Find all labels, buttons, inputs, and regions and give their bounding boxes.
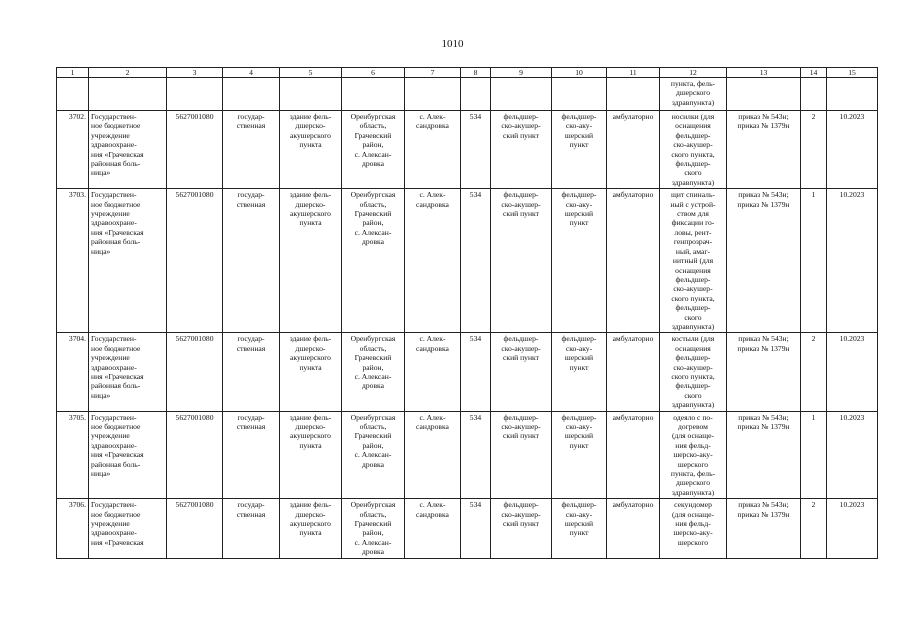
equipment-cell: пункта, фель- дшерского здравпункта) — [660, 78, 727, 111]
column-header: 15 — [827, 68, 878, 78]
order-cell: приказ № 543н; приказ № 1379н — [727, 499, 801, 558]
ownership-cell: государ- ственная — [223, 411, 280, 499]
ogrn-code-cell: 5627001080 — [167, 499, 223, 558]
column-header: 7 — [405, 68, 461, 78]
order-cell: приказ № 543н; приказ № 1379н — [727, 411, 801, 499]
address-cell: Оренбургская область, Грачевский район, с. Алексан- дровка — [342, 499, 405, 558]
date-cell: 10.2023 — [827, 333, 878, 411]
quantity-cell: 2 — [801, 333, 827, 411]
quantity-cell: 2 — [801, 111, 827, 189]
column-header: 13 — [727, 68, 801, 78]
address-cell: Оренбургская область, Грачевский район, с. Алексан- дровка — [342, 411, 405, 499]
ogrn-code-cell: 5627001080 — [167, 111, 223, 189]
oktmo-code-cell: 534 — [461, 499, 491, 558]
ogrn-code-cell: 5627001080 — [167, 189, 223, 333]
building-cell: здание фель- дшерско- акушерского пункта — [280, 411, 342, 499]
table-row — [57, 411, 878, 499]
unit-cell: фельдшер- ско-аку- шерский пункт — [552, 189, 607, 333]
settlement-cell: с. Алек- сандровка — [405, 333, 461, 411]
equipment-registry-table — [56, 67, 878, 559]
unit-cell: фельдшер- ско-аку- шерский пункт — [552, 411, 607, 499]
column-header: 4 — [223, 68, 280, 78]
building-cell: здание фель- дшерско- акушерского пункта — [280, 333, 342, 411]
settlement-cell: с. Алек- сандровка — [405, 111, 461, 189]
order-cell: приказ № 543н; приказ № 1379н — [727, 189, 801, 333]
care-form-cell: амбулаторно — [607, 111, 660, 189]
building-cell: здание фель- дшерско- акушерского пункта — [280, 499, 342, 558]
ownership-cell: государ- ственная — [223, 333, 280, 411]
organization-cell: Государствен- ное бюджетное учреждение здравоохране- ния «Грачевская районная боль- ница» — [89, 111, 167, 189]
settlement-cell: с. Алек- сандровка — [405, 189, 461, 333]
quantity-cell: 2 — [801, 499, 827, 558]
table-row — [57, 499, 878, 558]
column-header: 5 — [280, 68, 342, 78]
unit-cell: фельдшер- ско-аку- шерский пункт — [552, 499, 607, 558]
address-cell: Оренбургская область, Грачевский район, с. Алексан- дровка — [342, 333, 405, 411]
column-header: 10 — [552, 68, 607, 78]
ownership-cell: государ- ственная — [223, 111, 280, 189]
column-header: 8 — [461, 68, 491, 78]
care-form-cell: амбулаторно — [607, 499, 660, 558]
care-form-cell: амбулаторно — [607, 333, 660, 411]
ogrn-code-cell: 5627001080 — [167, 333, 223, 411]
continuation-row — [57, 78, 878, 111]
column-header: 11 — [607, 68, 660, 78]
care-form-cell: амбулаторно — [607, 411, 660, 499]
row-number-cell: 3702. — [57, 111, 89, 189]
row-number-cell: 3705. — [57, 411, 89, 499]
address-cell: Оренбургская область, Грачевский район, с. Алексан- дровка — [342, 189, 405, 333]
unit-type-cell: фельдшер- ско-акушер- ский пункт — [491, 111, 552, 189]
column-header: 12 — [660, 68, 727, 78]
ogrn-code-cell: 5627001080 — [167, 411, 223, 499]
oktmo-code-cell: 534 — [461, 411, 491, 499]
unit-cell: фельдшер- ско-аку- шерский пункт — [552, 111, 607, 189]
row-number-cell: 3703. — [57, 189, 89, 333]
row-number-cell: 3704. — [57, 333, 89, 411]
ownership-cell: государ- ственная — [223, 499, 280, 558]
equipment-cell: костыли (для оснащения фельдшер- ско-акушер- ского пункта, фельдшер- ского здравпункта) — [660, 333, 727, 411]
order-cell: приказ № 543н; приказ № 1379н — [727, 111, 801, 189]
date-cell: 10.2023 — [827, 411, 878, 499]
building-cell: здание фель- дшерско- акушерского пункта — [280, 189, 342, 333]
ownership-cell: государ- ственная — [223, 189, 280, 333]
organization-cell: Государствен- ное бюджетное учреждение здравоохране- ния «Грачевская районная боль- ница» — [89, 333, 167, 411]
unit-type-cell: фельдшер- ско-акушер- ский пункт — [491, 411, 552, 499]
column-header: 14 — [801, 68, 827, 78]
settlement-cell: с. Алек- сандровка — [405, 411, 461, 499]
date-cell: 10.2023 — [827, 189, 878, 333]
table-row — [57, 333, 878, 411]
oktmo-code-cell: 534 — [461, 333, 491, 411]
column-header: 1 — [57, 68, 89, 78]
row-number-cell: 3706. — [57, 499, 89, 558]
building-cell: здание фель- дшерско- акушерского пункта — [280, 111, 342, 189]
oktmo-code-cell: 534 — [461, 111, 491, 189]
organization-cell: Государствен- ное бюджетное учреждение здравоохране- ния «Грачевская районная боль- ница» — [89, 189, 167, 333]
settlement-cell: с. Алек- сандровка — [405, 499, 461, 558]
table-row — [57, 189, 878, 333]
order-cell: приказ № 543н; приказ № 1379н — [727, 333, 801, 411]
column-header: 9 — [491, 68, 552, 78]
equipment-cell: носилки (для оснащения фельдшер- ско-акушер- ского пункта, фельдшер- ского здравпункта) — [660, 111, 727, 189]
unit-type-cell: фельдшер- ско-акушер- ский пункт — [491, 333, 552, 411]
unit-type-cell: фельдшер- ско-акушер- ский пункт — [491, 499, 552, 558]
unit-cell: фельдшер- ско-аку- шерский пункт — [552, 333, 607, 411]
page-number: 1010 — [441, 38, 464, 50]
column-header: 2 — [89, 68, 167, 78]
quantity-cell: 1 — [801, 411, 827, 499]
care-form-cell: амбулаторно — [607, 189, 660, 333]
date-cell: 10.2023 — [827, 111, 878, 189]
column-header: 3 — [167, 68, 223, 78]
quantity-cell: 1 — [801, 189, 827, 333]
equipment-cell: щит спиналь- ный с устрой- ством для фиксации го- ловы, рент- генпрозрач- ный, амаг- нитный (для оснащения фельдшер- ско-акушер- ского пункта, фельдшер- ского здравпункта) — [660, 189, 727, 333]
organization-cell: Государствен- ное бюджетное учреждение здравоохране- ния «Грачевская — [89, 499, 167, 558]
equipment-cell: одеяло с по- догревом (для оснаще- ния фельд- шерско-аку- шерского пункта, фель- дшерского здравпункта) — [660, 411, 727, 499]
organization-cell: Государствен- ное бюджетное учреждение здравоохране- ния «Грачевская районная боль- ница» — [89, 411, 167, 499]
date-cell: 10.2023 — [827, 499, 878, 558]
header-row — [57, 68, 878, 78]
column-header: 6 — [342, 68, 405, 78]
oktmo-code-cell: 534 — [461, 189, 491, 333]
unit-type-cell: фельдшер- ско-акушер- ский пункт — [491, 189, 552, 333]
address-cell: Оренбургская область, Грачевский район, с. Алексан- дровка — [342, 111, 405, 189]
equipment-cell: секундомер (для оснаще- ния фельд- шерско-аку- шерского — [660, 499, 727, 558]
table-row — [57, 111, 878, 189]
